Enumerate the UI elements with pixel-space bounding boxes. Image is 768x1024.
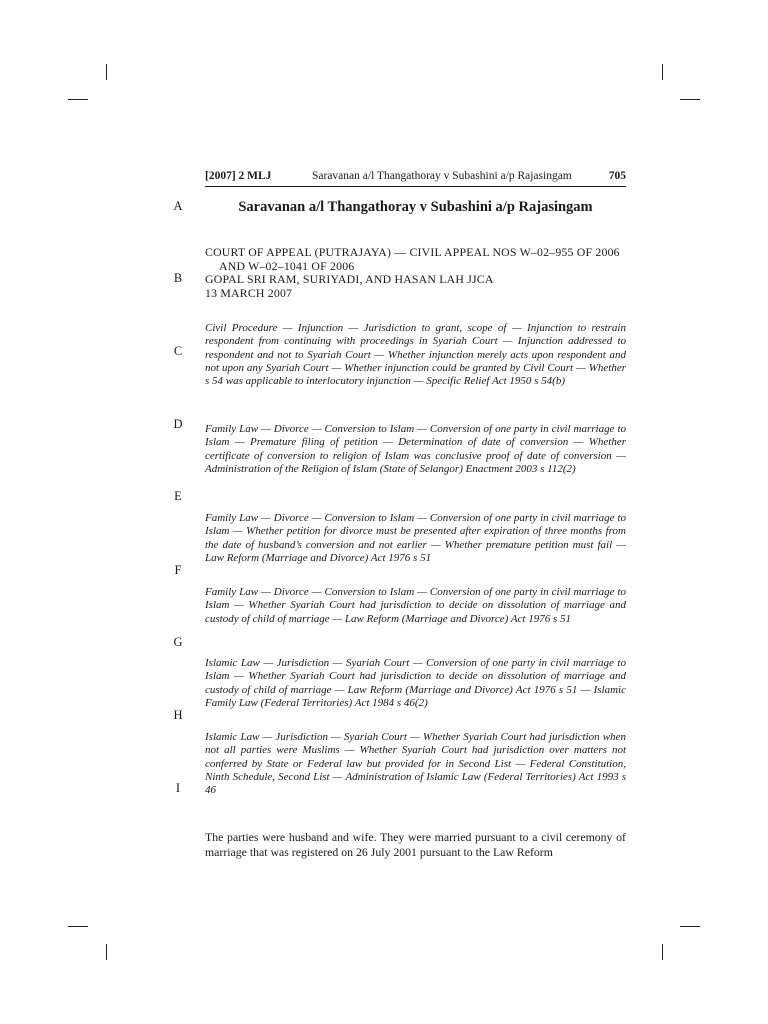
crop-mark-top-left-vertical: [106, 64, 107, 80]
page-number: 705: [608, 170, 626, 182]
crop-mark-bottom-right-vertical: [662, 944, 663, 960]
headnote-body-text: The parties were husband and wife. They were married pursuant to a civil ceremony of marriage that was registered on 26 July 2001 pursuant to the Law Reform: [205, 830, 626, 859]
court-and-appeal-numbers: COURT OF APPEAL (PUTRAJAYA) — CIVIL APPEAL NOS W–02–955 OF 2006 AND W–02–1041 OF 2006: [205, 245, 620, 273]
margin-letter-e: E: [174, 489, 182, 503]
court-block: [205, 246, 626, 300]
margin-letter-c: C: [173, 344, 183, 358]
margin-letter-d: D: [173, 417, 183, 431]
judgment-date: 13 MARCH 2007: [205, 285, 293, 300]
crop-mark-bottom-left-vertical: [106, 944, 107, 960]
catchword-paragraph: Islamic Law — Jurisdiction — Syariah Court — Whether Syariah Court had jurisdiction when not all parties were Muslims — Whether Syariah Court had jurisdiction over matters not conferred by State or Federal law but provided for in Second List — Federal Constitution, Ninth Schedule, Second List — Administration of Islamic Law (Federal Territories) Act 1993 s 46: [205, 731, 626, 797]
catchword-paragraph: Family Law — Divorce — Conversion to Islam — Conversion of one party in civil marriage to Islam — Whether Syariah Court had jurisdiction to decide on dissolution of marriage and custody of child of marriage — Law Reform (Marriage and Divorce) Act 1976 s 51: [205, 586, 626, 625]
report-citation: [2007] 2 MLJ: [205, 170, 272, 182]
catchword-paragraph: Family Law — Divorce — Conversion to Islam — Conversion of one party in civil marriage to Islam — Whether petition for divorce must be presented after expiration of three months from the date of husband’s conversion and not earlier — Whether premature petition must fail — Law Reform (Marriage and Divorce) Act 1976 s 51: [205, 512, 626, 564]
catchword-paragraph: Family Law — Divorce — Conversion to Islam — Conversion of one party in civil marriage to Islam — Premature filing of petition — Determination of date of conversion — Whether certificate of conversion to religion of Islam was conclusive proof of date of conversion — Administration of the Religion of Islam (State of Selangor) Enactment 2003 s 112(2): [205, 423, 626, 475]
catchword-paragraph: Islamic Law — Jurisdiction — Syariah Court — Conversion of one party in civil marriage to Islam — Whether Syariah Court had jurisdiction to decide on dissolution of marriage and custody of child of marriage — Law Reform (Marriage and Divorce) Act 1976 s 51 — Islamic Family Law (Federal Territories) Act 1984 s 46(2): [205, 657, 626, 709]
margin-letter-a: A: [173, 199, 183, 213]
running-head: [205, 170, 626, 187]
margin-letter-i: I: [175, 781, 181, 795]
crop-mark-top-left-horizontal: [68, 99, 88, 100]
crop-mark-top-right-horizontal: [680, 99, 700, 100]
margin-letter-h: H: [173, 708, 183, 722]
catchword-paragraph: Civil Procedure — Injunction — Jurisdiction to grant, scope of — Injunction to restrain respondent from continuing with proceedings in Syariah Court — Injunction addressed to respondent and not to Syariah Court — Whether injunction merely acts upon respondent and not upon any Syariah Court — Whether injunction could be granted by Civil Court — Whether s 54 was applicable to interlocutory injunction — Specific Relief Act 1950 s 54(b): [205, 322, 626, 388]
margin-letter-f: F: [174, 563, 182, 577]
margin-letter-b: B: [173, 271, 183, 285]
margin-letter-g: G: [173, 635, 183, 649]
crop-mark-bottom-left-horizontal: [68, 926, 88, 927]
crop-mark-bottom-right-horizontal: [680, 926, 700, 927]
crop-mark-top-right-vertical: [662, 64, 663, 80]
judges: GOPAL SRI RAM, SURIYADI, AND HASAN LAH JJCA: [205, 272, 494, 286]
running-head-title: Saravanan a/l Thangathoray v Subashini a/p Rajasingam: [312, 170, 572, 182]
case-title: Saravanan a/l Thangathoray v Subashini a/p Rajasingam: [238, 199, 593, 215]
